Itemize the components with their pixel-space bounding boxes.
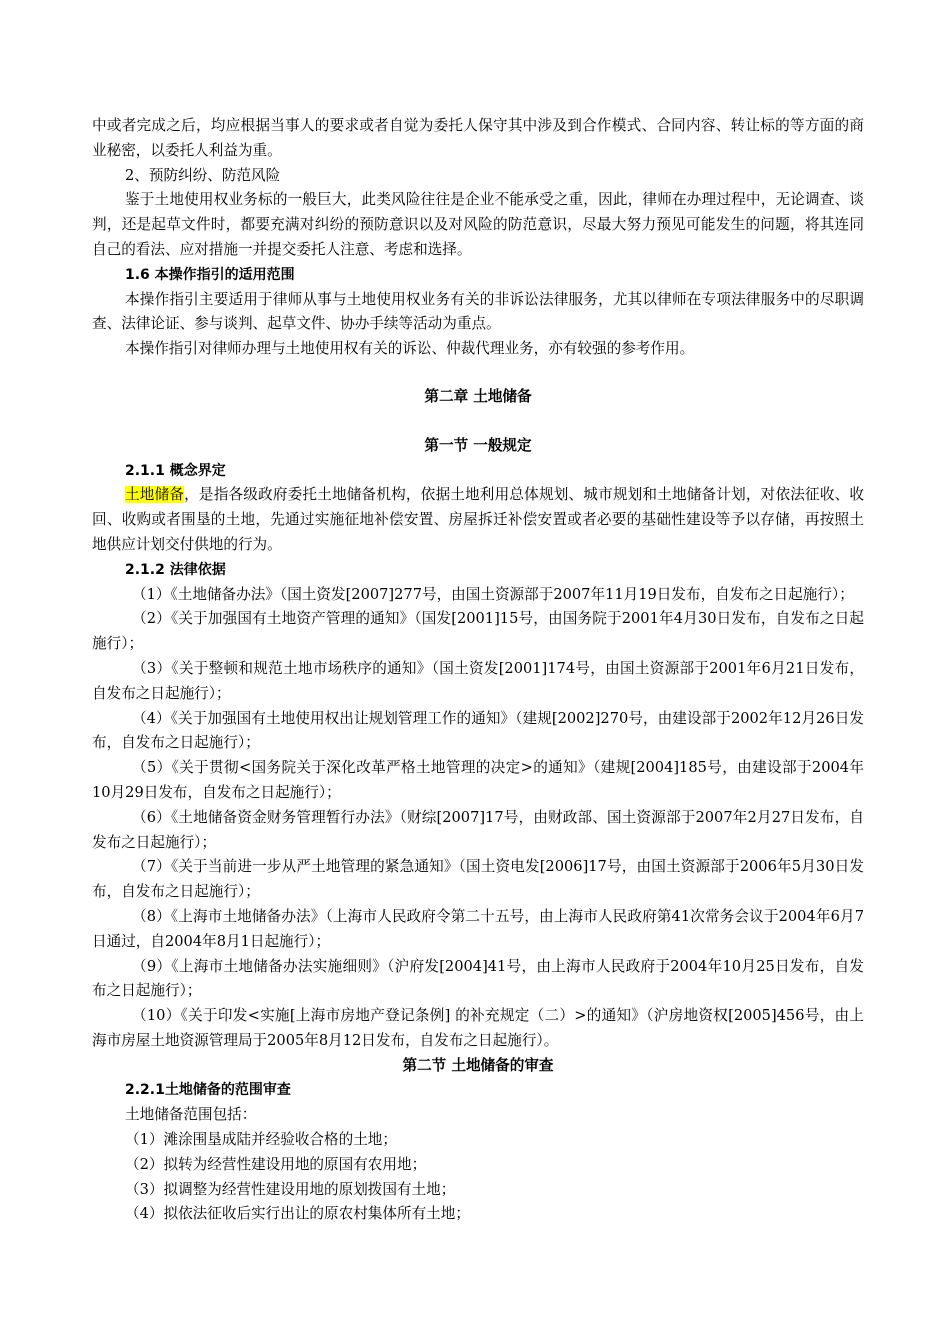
heading-2-1-1: 2.1.1 概念界定 [125,462,226,479]
paragraph-risk-heading: 2、预防纠纷、防范风险 [125,166,281,184]
reference-item: （8）《上海市土地储备办法》（上海市人民政府令第二十五号，由上海市人民政府第41次常务会议于2004年6月7日通过，自2004年8月1日起施行）； [92,907,864,950]
scope-item: （1）滩涂围垦成陆并经验收合格的土地； [125,1131,397,1149]
highlighted-term: 土地储备 [125,486,185,504]
scope-item: （4）拟依法征收后实行出让的原农村集体所有土地； [125,1205,470,1223]
chapter-title: 第二章 土地储备 [424,387,532,405]
reference-item: （6）《土地储备资金财务管理暂行办法》（财综[2007]17号，由财政部、国土资源部于2007年2月27日发布，自发布之日起施行）； [92,808,864,851]
document-page [92,114,864,1227]
heading-2-2-1: 2.2.1土地储备的范围审查 [125,1082,291,1099]
paragraph-definition [92,483,864,557]
paragraph-confidentiality: 中或者完成之后，均应根据当事人的要求或者自觉为委托人保守其中涉及到合作模式、合同内容、转让标的等方面的商业秘密，以委托人利益为重。 [92,117,864,159]
scope-item: （2）拟转为经营性建设用地的原国有农用地； [125,1155,427,1173]
reference-item: （5）《关于贯彻<国务院关于深化改革严格土地管理的决定>的通知》（建规[2004]185号，由建设部于2004年10月29日发布，自发布之日起施行）； [92,759,864,801]
references-list [92,583,864,1054]
reference-item: （2）《关于加强国有土地资产管理的通知》（国发[2001]15号，由国务院于2001年4月30日发布，自发布之日起施行）； [92,610,864,653]
reference-item: （3）《关于整顿和规范土地市场秩序的通知》（国土资发[2001]174号，由国土资源部于2001年6月21日发布，自发布之日起施行）； [92,659,864,702]
reference-item: （9）《上海市土地储备办法实施细则》（沪府发[2004]41号，由上海市人民政府于2004年10月25日发布，自发布之日起施行）； [92,957,864,1000]
paragraph-scope-intro: 土地储备范围包括： [125,1106,257,1124]
paragraph-scope-main: 本操作指引主要适用于律师从事与土地使用权业务有关的非诉讼法律服务，尤其以律师在专项法律服务中的尽职调查、法律论证、参与谈判、起草文件、协办手续等活动为重点。 [92,290,864,333]
paragraph-scope-reference: 本操作指引对律师办理与土地使用权有关的诉讼、仲裁代理业务，亦有较强的参考作用。 [125,340,695,358]
reference-item: （1）《土地储备办法》（国土资发[2007]277号，由国土资源部于2007年11月19日发布，自发布之日起施行）； [132,585,854,603]
heading-2-1-2: 2.1.2 法律依据 [125,561,226,578]
section-title-general: 第一节 一般规定 [424,436,532,454]
reference-item: （7）《关于当前进一步从严土地管理的紧急通知》（国土资电发[2006]17号，由国土资源部于2006年5月30日发布，自发布之日起施行）； [92,858,864,901]
scope-list [92,1128,864,1227]
heading-1-6: 1.6 本操作指引的适用范围 [125,266,295,283]
scope-item: （3）拟调整为经营性建设用地的原划拨国有土地； [125,1180,456,1198]
reference-item: （4）《关于加强国有土地使用权出让规划管理工作的通知》（建规[2002]270号，由建设部于2002年12月26日发布，自发布之日起施行）； [92,709,864,752]
section-title-review: 第二节 土地储备的审查 [402,1056,554,1074]
definition-text: ，是指各级政府委托土地储备机构，依据土地利用总体规划、城市规划和土地储备计划，对依法征收、收回、收购或者围垦的土地，先通过实施征地补偿安置、房屋拆迁补偿安置或者必要的基础性建设等予以存储，再按照土地供应计划交付供地的行为。 [92,486,864,553]
reference-item: （10）《关于印发<实施[上海市房地产登记条例] 的补充规定（二）>的通知》（沪房地资权[2005]456号，由上海市房屋土地资源管理局于2005年8月12日发布，自发布之日起施行）。 [92,1007,864,1049]
paragraph-risk-prevention: 鉴于土地使用权业务标的一般巨大，此类风险往往是企业不能承受之重，因此，律师在办理过程中，无论调查、谈判，还是起草文件时，都要充满对纠纷的预防意识以及对风险的防范意识，尽最大努力预见可能发生的问题，将其连同自己的看法、应对措施一并提交委托人注意、考虑和选择。 [92,191,864,258]
